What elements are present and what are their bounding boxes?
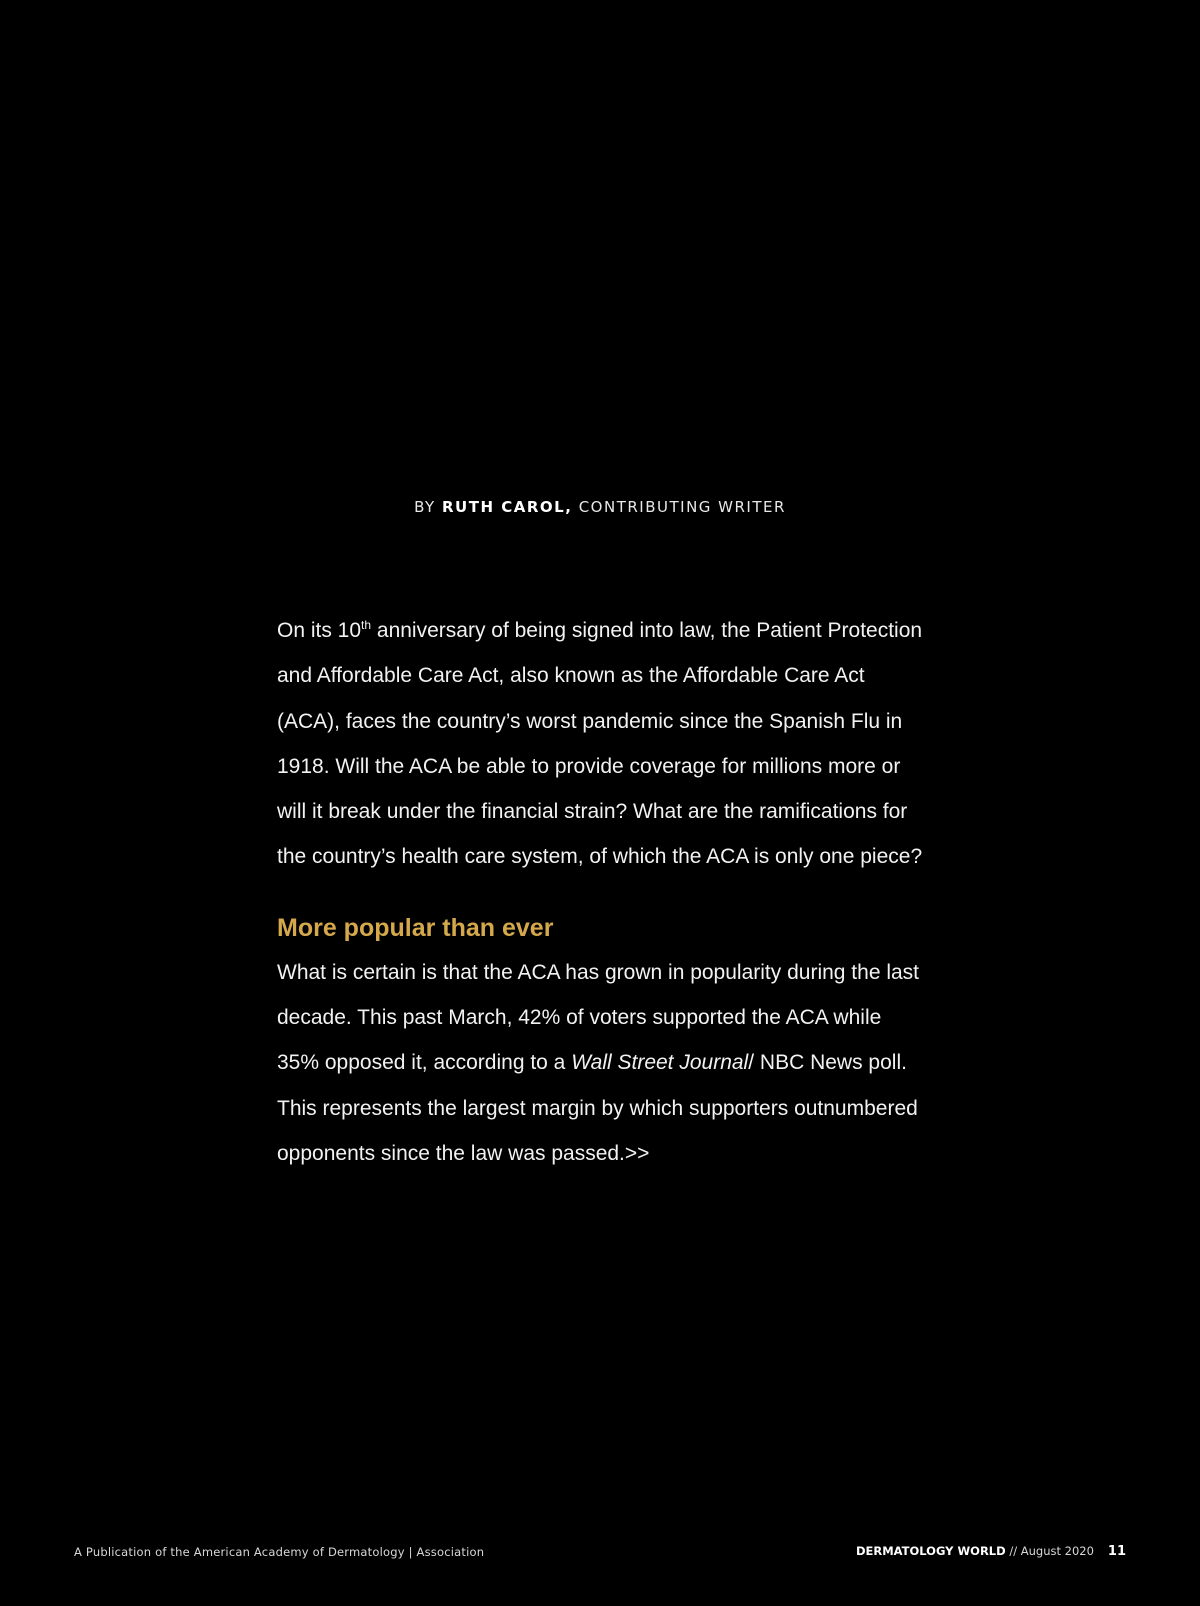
- article-body: [277, 608, 929, 1176]
- footer-separator: //: [1005, 1544, 1021, 1558]
- byline: [0, 498, 1200, 516]
- ordinal-superscript: th: [361, 618, 372, 632]
- footer-issue-date: August 2020: [1020, 1544, 1094, 1558]
- intro-text-rest: anniversary of being signed into law, the Patient Protection and Affordable Care Act, also known as the Affordable Care Act (ACA), faces the country’s worst pandemic since the Spanish Flu in 1918. Will the ACA be able to provide coverage for millions more or will it break under the financial strain? What are the ramifications for the country’s health care system, of which the ACA is only one piece?: [277, 619, 923, 869]
- byline-author: RUTH CAROL,: [442, 498, 573, 516]
- section-paragraph: [277, 950, 929, 1176]
- intro-paragraph: [277, 608, 929, 880]
- byline-role: CONTRIBUTING WRITER: [578, 498, 786, 516]
- section-text-start: What is certain is that the ACA has grown in popularity during the last decade. This past March, 42% of voters supported the ACA while 35% opposed it, according to a: [277, 960, 920, 1075]
- byline-prefix: BY: [414, 498, 436, 516]
- section-text-rest: / NBC News poll. This represents the largest margin by which supporters outnumbered opponents since the law was passed.>>: [277, 1051, 918, 1165]
- page-number: 11: [1107, 1544, 1126, 1559]
- footer-issue-info: [856, 1544, 1126, 1559]
- footer-magazine-name: DERMATOLOGY WORLD: [855, 1544, 1006, 1558]
- section-heading: More popular than ever: [277, 913, 554, 942]
- publication-name: Wall Street Journal: [571, 1051, 749, 1075]
- intro-text-start: On its 10: [277, 619, 362, 642]
- footer-publication: A Publication of the American Academy of Dermatology | Association: [74, 1545, 485, 1559]
